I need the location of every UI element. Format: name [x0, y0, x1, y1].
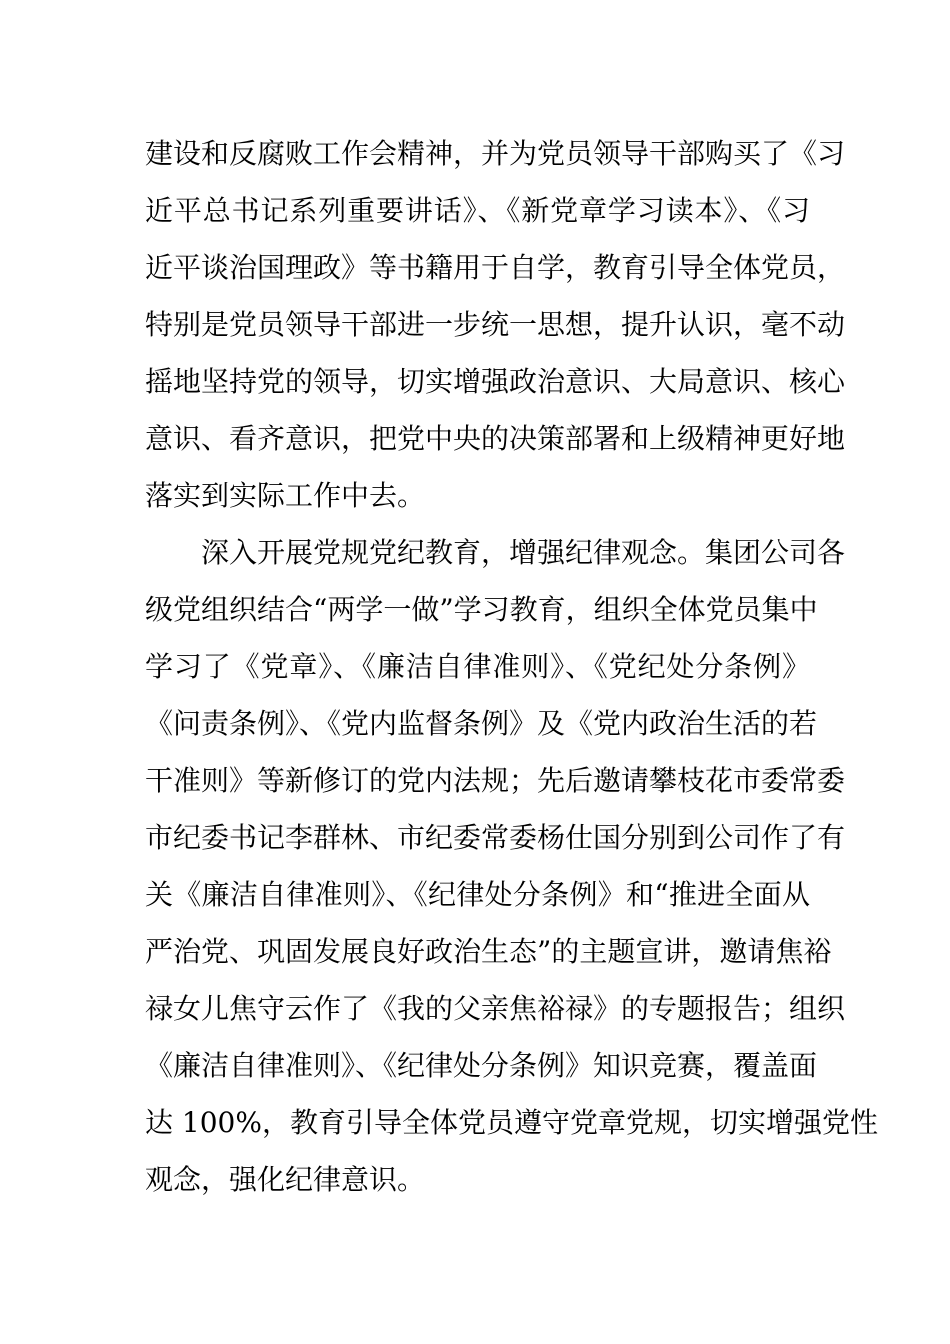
paragraph-line: 近平谈治国理政》等书籍用于自学，教育引导全体党员， [145, 251, 846, 284]
paragraph-line: 《问责条例》、《党内监督条例》及《党内政治生活的若 [145, 707, 818, 740]
paragraph-line: 市纪委书记李群林、市纪委常委杨仕国分别到公司作了有 [145, 821, 846, 854]
paragraph-line: 干准则》等新修订的党内法规；先后邀请攀枝花市委常委 [145, 764, 846, 797]
paragraph-line: 观念，强化纪律意识。 [145, 1163, 426, 1196]
paragraph-line: 特别是党员领导干部进一步统一思想，提升认识，毫不动 [145, 308, 846, 341]
paragraph-line: 意识、看齐意识，把党中央的决策部署和上级精神更好地 [145, 422, 846, 455]
paragraph-line: 达 100%，教育引导全体党员遵守党章党规，切实增强党性 [145, 1106, 878, 1139]
paragraph-line: 摇地坚持党的领导，切实增强政治意识、大局意识、核心 [145, 365, 846, 398]
paragraph-line: 学习了《党章》、《廉洁自律准则》、《党纪处分条例》 [145, 650, 810, 683]
paragraph-line: 近平总书记系列重要讲话》、《新党章学习读本》、《习 [145, 194, 810, 227]
paragraph-line: 深入开展党规党纪教育，增强纪律观念。集团公司各 [201, 536, 846, 569]
paragraph-line: 建设和反腐败工作会精神，并为党员领导干部购买了《习 [145, 137, 846, 170]
paragraph-line: 严治党、巩固发展良好政治生态”的主题宣讲，邀请焦裕 [145, 935, 832, 968]
paragraph-line: 禄女儿焦守云作了《我的父亲焦裕禄》的专题报告；组织 [145, 992, 846, 1025]
paragraph-line: 级党组织结合“两学一做”学习教育，组织全体党员集中 [145, 593, 818, 626]
paragraph-line: 落实到实际工作中去。 [145, 479, 426, 512]
paragraph-line: 关《廉洁自律准则》、《纪律处分条例》和“推进全面从 [145, 878, 810, 911]
paragraph-line: 《廉洁自律准则》、《纪律处分条例》知识竞赛，覆盖面 [145, 1049, 818, 1082]
